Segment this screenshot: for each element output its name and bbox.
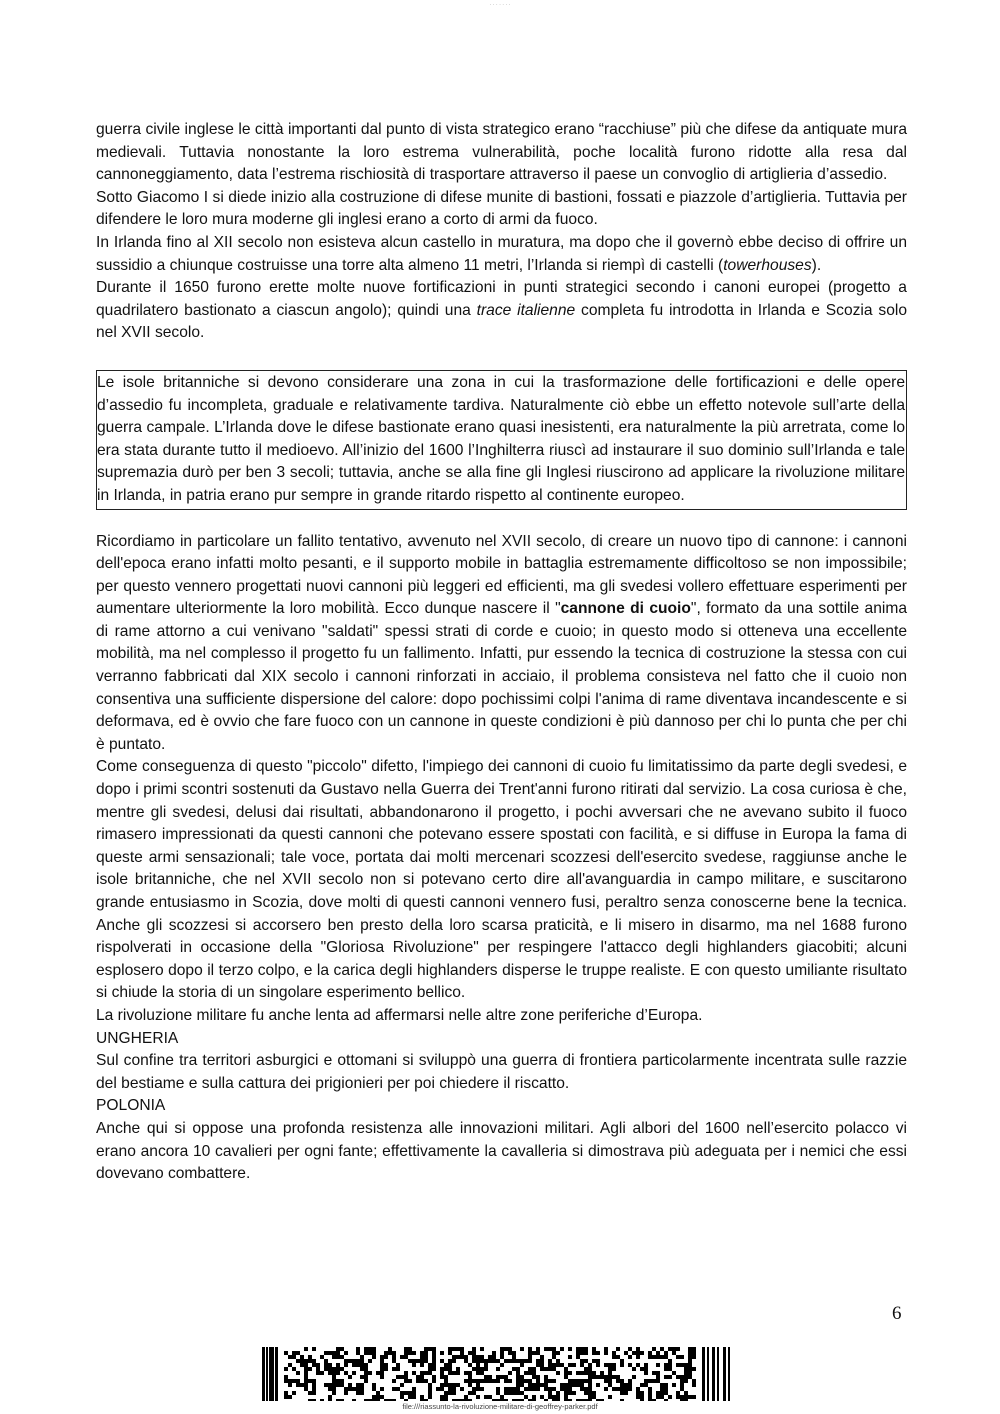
document-body — [96, 119, 907, 1186]
paragraph-ungheria: Sul confine tra territori asburgici e ottomani si sviluppò una guerra di frontiera particolarmente incentrata sulle razzie del bestiame e sulla cattura dei prigionieri per poi chiedere il riscatto. — [96, 1052, 907, 1092]
page-header-mark: · · · · · · · — [489, 2, 511, 8]
heading-ungheria: UNGHERIA — [96, 1029, 179, 1047]
heading-polonia: POLONIA — [96, 1097, 166, 1115]
trace-italienne-term: trace italienne — [476, 301, 576, 319]
paragraph-periferiche: La rivoluzione militare fu anche lenta ad affermarsi nelle altre zone periferiche d’Europa. — [96, 1006, 703, 1024]
cannone-di-cuoio-term: cannone di cuoio — [560, 600, 691, 618]
paragraph-conseguenza: Come conseguenza di questo "piccolo" difetto, l'impiego dei cannoni di cuoio fu limitatissimo da parte degli svedesi, e dopo i primi scontri sostenuti da Gustavo nella Guerra dei Trent'anni furono ritirati dal servizio. La cosa curiosa è che, mentre gli svedesi, delusi dai risultati, abbandonarono il progetto, i pochi avversari che ne avevano subito il fuoco rimasero impressionati da questi cannoni che potevano essere spostati con facilità, e si diffuse in Europa la fama di queste armi sensazionali; tale voce, portata dai molti mercenari scozzesi dell'esercito svedese, raggiunse anche le isole britanniche, che nel XVII secolo non si potevano certo dire all'avanguardia in campo militare, e suscitarono grande entusiasmo in Scozia, dove molti di questi cannoni vennero fusi, peraltro senza conoscerne bene la tecnica. Anche gli scozzesi si accorsero ben presto della loro scarsa praticità, e li misero in disarmo, ma nel 1688 furono rispolverati in occasione della "Gloriosa Rivoluzione" per respingere l'attacco degli highlanders giacobiti; alcuni esplosero dopo il terzo colpo, e la carica degli highlanders disperse le truppe realiste. E con questo umiliante risultato si chiude la storia di un singolare esperimento bellico. — [96, 758, 907, 1002]
paragraph-1650: Durante il 1650 furono erette molte nuove fortificazioni in punti strategici secondo i canoni europei (progetto a quadrilatero bastionato a ciascun angolo); quindi una trace italienne completa fu introdotta in Irlanda e Scozia solo nel XVII secolo. — [96, 279, 908, 342]
paragraph-giacomo: Sotto Giacomo I si diede inizio alla costruzione di difese munite di bastioni, fossati e piazzole d’artiglieria. Tuttavia per difendere le loro mura moderne gli inglesi erano a corto di armi da fuoco. — [96, 188, 907, 229]
barcode-image — [262, 1347, 732, 1401]
footer-url: file:///riassunto-la-rivoluzione-militare-di-geoffrey-parker.pdf — [402, 1402, 598, 1411]
paragraph-city-walls: guerra civile inglese le città importanti dal punto di vista strategico erano “racchiuse” più che difese da antiquate mura medievali. Tuttavia nonostante la loro estrema vulnerabilità, poche località furono ridotte alla resa dal cannoneggiamento, data l’estrema rischiosità di trasportare attraverso il paese un convoglio di artiglieria d’assedio. — [96, 121, 907, 184]
summary-box — [96, 370, 907, 510]
paragraph-irlanda: In Irlanda fino al XII secolo non esisteva alcun castello in muratura, ma dopo che il governò ebbe deciso di offrire un sussidio a chiunque costruisse una torre alta almeno 11 metri, l’Irlanda si riempì di castelli (towerhouses). — [96, 233, 907, 274]
boxed-paragraph: Le isole britanniche si devono considerare una zona in cui la trasformazione delle fortificazioni e delle opere d’assedio fu incompleta, graduale e relativamente tardiva. Naturalmente ciò ebbe un effetto notevole sull’arte della guerra campale. L’Irlanda dove le difese bastionate erano quasi inesistenti, era naturalmente la più arretrata, come lo era stata durante tutto il medioevo. All’inizio del 1600 l’Inghilterra riuscì ad instaurare il suo dominio sull’Irlanda e tale supremazia durò per ben 3 secoli; tuttavia, anche se alla fine gli Inglesi riuscirono ad applicare la rivoluzione militare in Irlanda, in patria erano pur sempre in grande ritardo rispetto al continente europeo. — [97, 373, 905, 504]
page-number: 6 — [892, 1303, 902, 1324]
paragraph-cannone-di-cuoio: Ricordiamo in particolare un fallito tentativo, avvenuto nel XVII secolo, di creare un nuovo tipo di cannone: i cannoni dell'epoca erano infatti molto pesanti, e il supporto mobile in battaglia estremamente difficoltoso se non impossibile; per questo vennero progettati nuovi cannoni più leggeri ed efficienti, ma gli svedesi vollero effettuare esperimenti per aumentare ulteriormente la loro mobilità. Ecco dunque nascere il "cannone di cuoio", formato da una sottile anima di rame attorno a cui venivano "saldati" spessi strati di corde e cuoio; in questo modo si otteneva una eccellente mobilità, ma nel complesso il progetto fu un fallimento. Infatti, pur essendo la tecnica di costruzione la stessa con cui verranno fabbricati dal XIX secolo i cannoni rinforzati in acciaio, il problema consisteva nel fatto che il cuoio non consentiva una sufficiente dispersione del calore: dopo pochissimi colpi l'anima di rame diventava incandescente e si deformava, ed è ovvio che fare fuoco con un cannone in queste condizioni è più dannoso per chi lo punta che per chi è puntato. — [96, 532, 907, 753]
towerhouses-term: towerhouses — [723, 256, 812, 274]
paragraph-polonia: Anche qui si oppose una profonda resistenza alle innovazioni militari. Agli albori del 1600 nell’esercito polacco vi erano ancora 10 cavalieri per ogni fante; effettivamente la cavalleria si dimostrava più adeguata per i nemici che essi dovevano combattere. — [96, 1119, 907, 1183]
